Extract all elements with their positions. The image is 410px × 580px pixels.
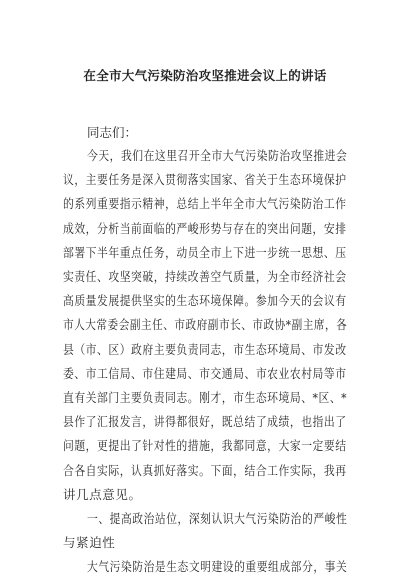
paragraph-line: 问题，更提出了针对性的措施，我都同意，大家一定要结: [63, 438, 347, 454]
paragraph-line: 议，主要任务是深入贯彻落实国家、省关于生态环境保护: [63, 172, 347, 188]
paragraph-line: 县作了汇报发言，讲得都很好，既总结了成绩，也指出了: [63, 414, 347, 430]
paragraph-line: 部署下半年重点任务，动员全市上下进一步统一思想、压: [63, 244, 347, 260]
paragraph-line: 今天，我们在这里召开全市大气污染防治攻坚推进会: [87, 148, 348, 163]
paragraph-line: 县（市、区）政府主要负责同志，市生态环境局、市发改: [63, 341, 347, 357]
paragraph-line: 大气污染防治是生态文明建设的重要组成部分，事关: [87, 559, 348, 575]
paragraph-line: 讲几点意见。: [63, 486, 142, 502]
paragraph-line: 市人大常委会副主任、市政府副市长、市政协*副主席，各: [63, 317, 348, 333]
salutation: 同志们：: [87, 125, 138, 140]
paragraph-line: 高质量发展提供坚实的生态环境保障。参加今天的会议有: [63, 293, 347, 309]
paragraph-line: 实责任、攻坚突破，持续改善空气质量，为全市经济社会: [63, 269, 347, 284]
section-heading-line: 一、提高政治站位，深刻认识大气污染防治的严峻性: [87, 511, 348, 526]
paragraph-line: 合各自实际，认真抓好落实。下面，结合工作实际，我再: [63, 462, 347, 478]
paragraph-line: 成效，分析当前面临的严峻形势与存在的突出问题，安排: [63, 220, 347, 236]
paragraph-line: 委、市工信局、市住建局、市交通局、市农业农村局等市: [63, 365, 347, 381]
document-title: 在全市大气污染防治攻坚推进会议上的讲话: [83, 68, 327, 83]
section-heading-line: 与紧迫性: [63, 535, 116, 551]
paragraph-line: 直有关部门主要负责同志。刚才，市生态环境局、*区、*: [63, 390, 348, 405]
paragraph-line: 的系列重要指示精神，总结上半年全市大气污染防治工作: [63, 196, 347, 212]
